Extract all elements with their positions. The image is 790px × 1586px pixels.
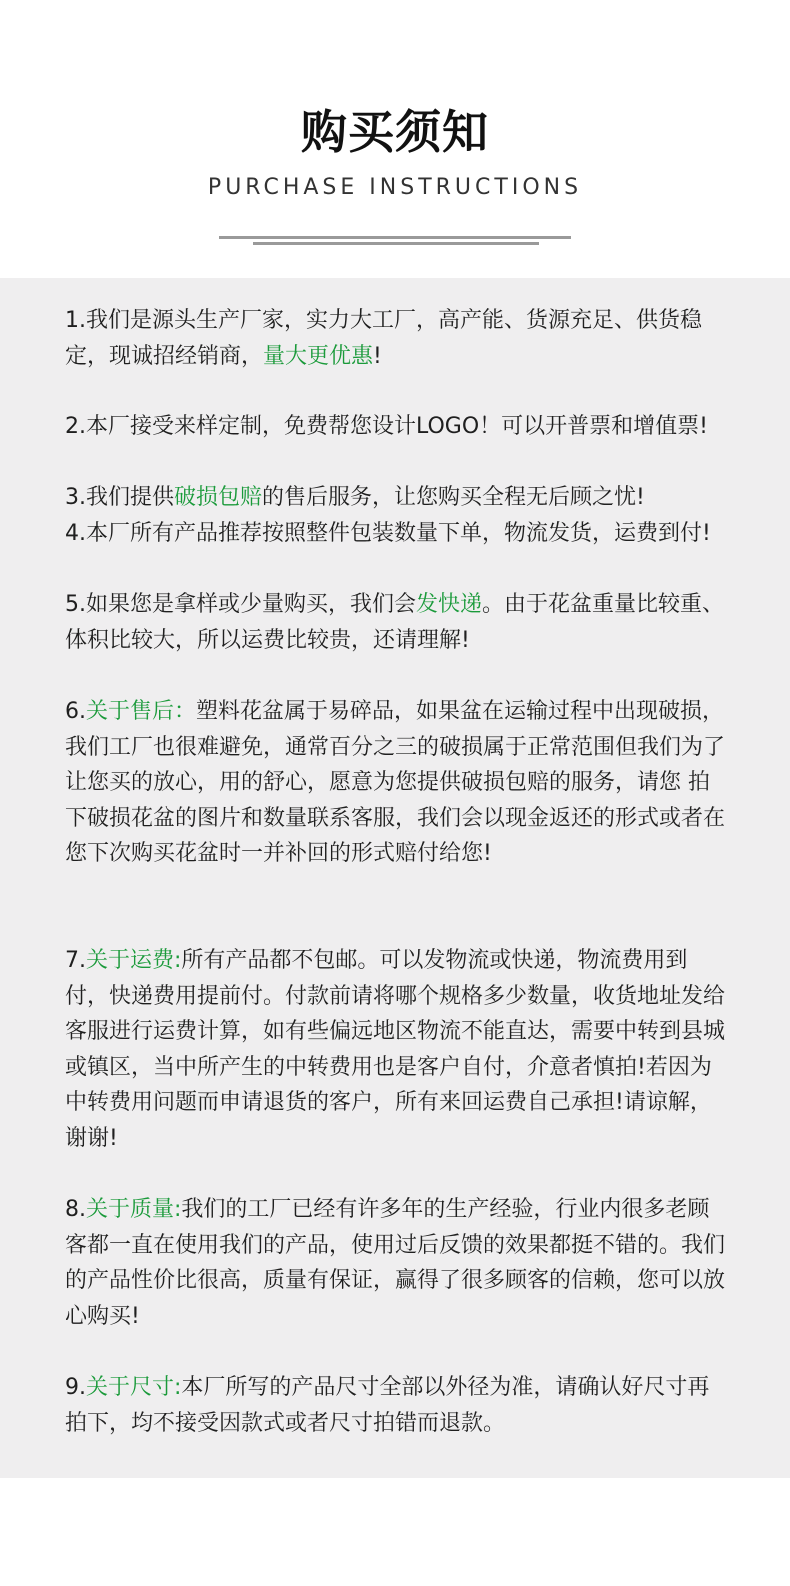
title-divider-top bbox=[219, 236, 571, 239]
footer-space bbox=[0, 1478, 790, 1586]
item-text: 2.本厂接受来样定制，免费帮您设计LOGO！可以开普票和增值票! bbox=[65, 414, 708, 439]
item-highlight: 关于尺寸: bbox=[86, 1375, 182, 1400]
instruction-item-8 bbox=[65, 1192, 725, 1334]
instruction-item-9 bbox=[65, 1370, 725, 1441]
instruction-item-6 bbox=[65, 694, 725, 872]
item-text: 9. bbox=[65, 1375, 86, 1400]
item-text: 4.本厂所有产品推荐按照整件包装数量下单，物流发货，运费到付! bbox=[65, 521, 711, 546]
item-highlight: 关于质量: bbox=[86, 1197, 182, 1222]
item-text: 1.我们是源头生产厂家，实力大工厂，高产能、货源充足、供货稳定，现诚招经销商， bbox=[65, 308, 702, 369]
item-text: 5.如果您是拿样或少量购买，我们会 bbox=[65, 592, 416, 617]
item-text: 3.我们提供 bbox=[65, 485, 174, 510]
header bbox=[0, 0, 790, 278]
item-text: 8. bbox=[65, 1197, 86, 1222]
instruction-item-4 bbox=[65, 516, 725, 552]
title-divider-bottom bbox=[253, 242, 539, 245]
page-title: 购买须知 bbox=[301, 105, 489, 159]
page-subtitle: PURCHASE INSTRUCTIONS bbox=[207, 175, 583, 200]
item-highlight: 关于运费: bbox=[86, 948, 182, 973]
item-highlight: 关于售后： bbox=[86, 699, 197, 724]
instruction-item-1 bbox=[65, 303, 725, 374]
instruction-item-7 bbox=[65, 943, 725, 1156]
item-text-tail: 我们的工厂已经有许多年的生产经验，行业内很多老顾客都一直在使用我们的产品，使用过后反馈的效果都挺不错的。我们的产品性价比很高，质量有保证，赢得了很多顾客的信赖，您可以放心购买! bbox=[65, 1197, 726, 1329]
instruction-item-5 bbox=[65, 587, 725, 658]
item-text-tail: ! bbox=[373, 343, 382, 369]
item-text-tail: 本厂所写的产品尺寸全部以外径为准，请确认好尺寸再拍下，均不接受因款式或者尺寸拍错而退款。 bbox=[65, 1375, 710, 1436]
instruction-item-2 bbox=[65, 409, 725, 445]
item-text: 6. bbox=[65, 699, 86, 724]
item-text: 7. bbox=[65, 948, 86, 973]
item-text-tail: 所有产品都不包邮。可以发物流或快递，物流费用到付，快递费用提前付。付款前请将哪个规格多少数量，收货地址发给客服进行运费计算，如有些偏远地区物流不能直达，需要中转到县城或镇区，当中所产生的中转费用也是客户自付，介意者慎拍!若因为中转费用问题而申请退货的客户，所有来回运费自己承担!请谅解，谢谢! bbox=[65, 948, 726, 1151]
item-highlight: 破损包赔 bbox=[174, 485, 263, 510]
instruction-item-3 bbox=[65, 480, 725, 516]
item-highlight: 量大更优惠 bbox=[263, 343, 374, 369]
item-text-tail: 。由于花盆重量比较重、体积比较大，所以运费比较贵，还请理解! bbox=[65, 592, 725, 653]
item-text-tail: 的售后服务，让您购买全程无后顾之忧! bbox=[262, 485, 645, 510]
item-highlight: 发快递 bbox=[416, 592, 483, 617]
item-text-tail: 塑料花盆属于易碎品，如果盆在运输过程中出现破损，我们工厂也很难避免，通常百分之三的破损属于正常范围但我们为了让您买的放心，用的舒心，愿意为您提供破损包赔的服务，请您 拍下破损花盆的图片和数量联系客服，我们会以现金返还的形式或者在您下次购买花盆时一并补回的形式赔付给您! bbox=[65, 699, 726, 866]
